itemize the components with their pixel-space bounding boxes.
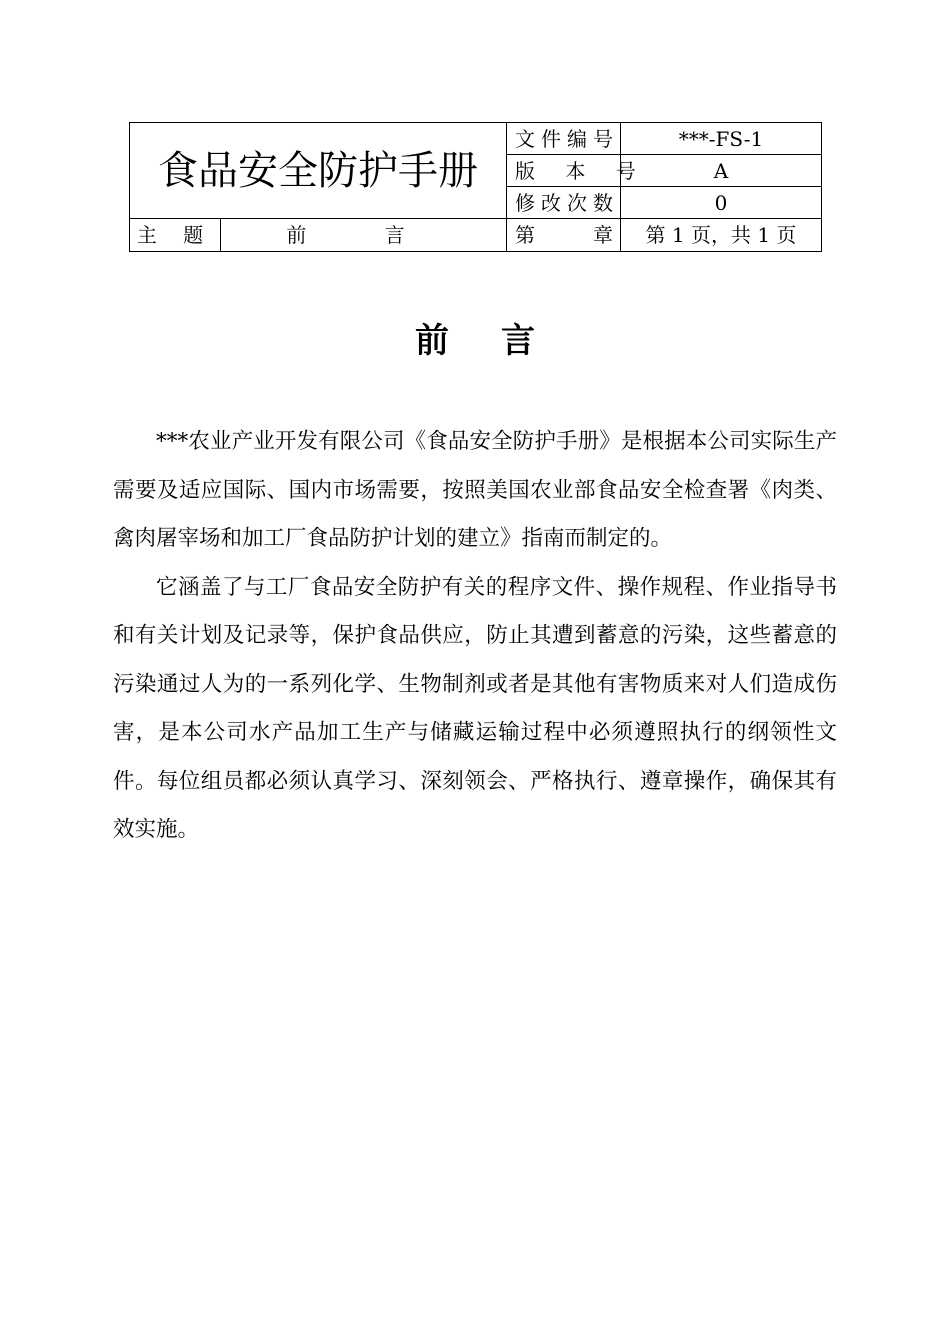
- doc-number-label: 文件编号: [507, 123, 621, 155]
- chapter-label-suffix: 章: [593, 223, 613, 247]
- document-header-table: [129, 122, 822, 252]
- doc-number-value: ***-FS-1: [621, 123, 822, 155]
- body-text: [113, 418, 837, 855]
- subject-value: 前 言: [221, 219, 507, 252]
- document-title: 食品安全防护手册: [130, 123, 507, 219]
- revision-count-value: 0: [621, 187, 822, 219]
- version-value: A: [621, 155, 822, 187]
- paragraph-2: 它涵盖了与工厂食品安全防护有关的程序文件、操作规程、作业指导书和有关计划及记录等，保护食品供应，防止其遭到蓄意的污染，这些蓄意的污染通过人为的一系列化学、生物制剂或者是其他有害物质来对人们造成伤害，是本公司水产品加工生产与储藏运输过程中必须遵照执行的纲领性文件。每位组员都必须认真学习、深刻领会、严格执行、遵章操作，确保其有效实施。: [113, 574, 837, 842]
- version-label: 版 本 号: [507, 155, 621, 187]
- page-info: 第 1 页，共 1 页: [621, 219, 822, 252]
- revision-count-label: 修改次数: [507, 187, 621, 219]
- subject-label: 主 题: [130, 219, 221, 252]
- paragraph-1: ***农业产业开发有限公司《食品安全防护手册》是根据本公司实际生产需要及适应国际、国内市场需要，按照美国农业部食品安全检查署《肉类、禽肉屠宰场和加工厂食品防护计划的建立》指南而制定的。: [113, 429, 837, 551]
- chapter-label-prefix: 第: [515, 223, 535, 247]
- page-title: 前言: [415, 321, 587, 361]
- chapter-label: [507, 219, 621, 252]
